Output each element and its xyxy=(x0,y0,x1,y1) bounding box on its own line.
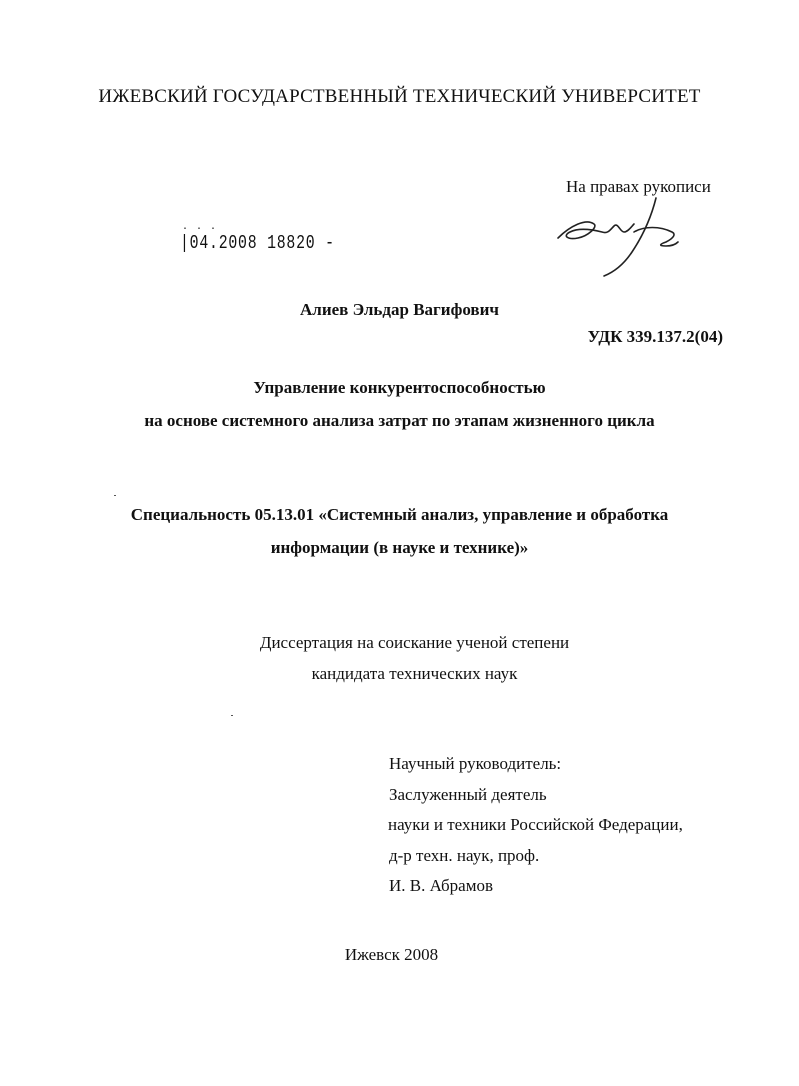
archive-number: 04.2008 18820 xyxy=(189,232,316,254)
specialty-line-2: информации (в науке и технике)» xyxy=(270,538,529,557)
scan-speck xyxy=(231,715,233,716)
university-name: ИЖЕВСКИЙ ГОСУДАРСТВЕННЫЙ ТЕХНИЧЕСКИЙ УНИВЕРСИТЕТ xyxy=(98,86,701,107)
specialty-line-1: Специальность 05.13.01 «Системный анализ, управление и обработка xyxy=(130,505,669,524)
thesis-title-line-2: на основе системного анализа затрат по этапам жизненного цикла xyxy=(144,411,655,430)
supervisor-label: Научный руководитель: xyxy=(389,754,562,773)
supervisor-name: И. В. Абрамов xyxy=(389,876,494,895)
dissertation-line-1: Диссертация на соискание ученой степени xyxy=(259,633,570,652)
archive-stamp: |04.2008 18820 - xyxy=(180,232,335,254)
supervisor-title-line-2: науки и техники Российской Федерации, xyxy=(388,815,683,834)
city-year: Ижевск 2008 xyxy=(344,945,439,964)
udk-code: УДК 339.137.2(04) xyxy=(587,327,723,346)
dissertation-line-2: кандидата технических наук xyxy=(311,664,518,683)
supervisor-degree: д-р техн. наук, проф. xyxy=(389,846,540,865)
thesis-title-line-1: Управление конкурентоспособностью xyxy=(253,378,546,397)
scan-speck xyxy=(114,495,116,496)
stamp-marks: . . . xyxy=(182,222,218,233)
rights-notice: На правах рукописи xyxy=(566,177,711,196)
author-name: Алиев Эльдар Вагифович xyxy=(300,300,499,319)
signature xyxy=(548,196,683,281)
supervisor-title-line-1: Заслуженный деятель xyxy=(389,785,547,804)
